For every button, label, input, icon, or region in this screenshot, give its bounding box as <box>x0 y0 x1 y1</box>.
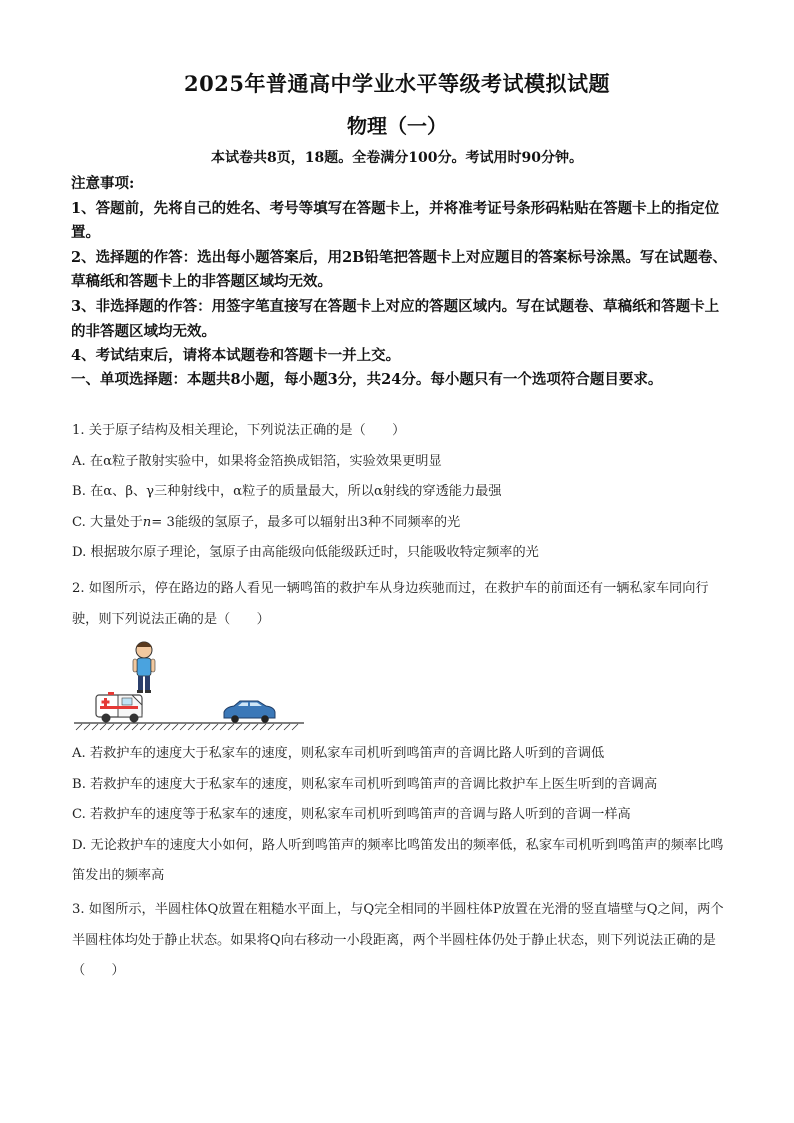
private-car-icon <box>224 701 275 723</box>
q1-option-a: A. 在α粒子散射实验中，如果将金箔换成铝箔，实验效果更明显 <box>72 453 442 469</box>
q1-option-c-suffix: = 3能级的氢原子，最多可以辐射出3种不同频率的光 <box>151 514 461 530</box>
question-3 <box>72 895 732 987</box>
question-1 <box>72 416 732 569</box>
q2-option-a: A. 若救护车的速度大于私家车的速度，则私家车司机听到鸣笛声的音调比路人听到的音调低 <box>72 746 605 761</box>
q1-stem: 1. 关于原子结构及相关理论，下列说法正确的是（ ） <box>72 423 406 438</box>
pedestrian-icon <box>133 642 155 693</box>
q1-option-c <box>72 508 732 539</box>
question-2-options <box>72 739 732 892</box>
notes-block <box>71 172 731 369</box>
note-item-3: 3、非选择题的作答：用签字笔直接写在答题卡上对应的答题区域内。写在试题卷、草稿纸和答题卡上的非答题区域均无效。 <box>71 297 720 340</box>
exam-subtitle: 物理（一） <box>347 114 447 138</box>
ambulance-figure <box>72 633 312 733</box>
question-2 <box>72 574 732 635</box>
note-item-1: 1、答题前，先将自己的姓名、考号等填写在答题卡上，并将准考证号条形码粘贴在答题卡上的指定位置。 <box>71 199 720 242</box>
ambulance-icon <box>96 692 142 723</box>
road-ground <box>74 723 304 730</box>
q2-option-c: C. 若救护车的速度等于私家车的速度，则私家车司机听到鸣笛声的音调与路人听到的音调一样高 <box>72 807 631 822</box>
section-heading: 一、单项选择题：本题共8小题，每小题3分，共24分。每小题只有一个选项符合题目要求。 <box>71 371 663 388</box>
note-item-2: 2、选择题的作答：选出每小题答案后，用2B铅笔把答题卡上对应题目的答案标号涂黑。写在试题卷、草稿纸和答题卡上的非答题区域均无效。 <box>71 248 727 291</box>
q1-option-c-prefix: C. 大量处于 <box>72 514 143 530</box>
note-item-4: 4、考试结束后，请将本试题卷和答题卡一并上交。 <box>71 347 401 365</box>
q1-option-c-variable: n <box>142 514 152 530</box>
q3-stem: 3. 如图所示，半圆柱体Q放置在粗糙水平面上，与Q完全相同的半圆柱体P放置在光滑的竖直墙壁与Q之间，两个半圆柱体均处于静止状态。如果将Q向右移动一小段距离，两个半圆柱体仍处于静止状态，则下列说法正确的是（ ） <box>72 902 724 978</box>
notes-heading: 注意事项: <box>71 175 135 192</box>
q2-stem: 2. 如图所示，停在路边的路人看见一辆鸣笛的救护车从身边疾驰而过，在救护车的前面还有一辆私家车同向行驶，则下列说法正确的是（ ） <box>72 581 709 627</box>
q1-option-d: D. 根据玻尔原子理论，氢原子由高能级向低能级跃迁时，只能吸收特定频率的光 <box>72 545 539 560</box>
q2-option-d: D. 无论救护车的速度大小如何，路人听到鸣笛声的频率比鸣笛发出的频率低，私家车司机听到鸣笛声的频率比鸣笛发出的频率高 <box>72 837 724 883</box>
q2-option-b: B. 若救护车的速度大于私家车的速度，则私家车司机听到鸣笛声的音调比救护车上医生听到的音调高 <box>72 776 658 792</box>
exam-summary: 本试卷共8页，18题。全卷满分100分。考试用时90分钟。 <box>211 150 583 166</box>
q1-option-b: B. 在α、β、γ三种射线中，α粒子的质量最大，所以α射线的穿透能力最强 <box>72 484 502 499</box>
exam-title: 2025年普通高中学业水平等级考试模拟试题 <box>184 71 610 96</box>
